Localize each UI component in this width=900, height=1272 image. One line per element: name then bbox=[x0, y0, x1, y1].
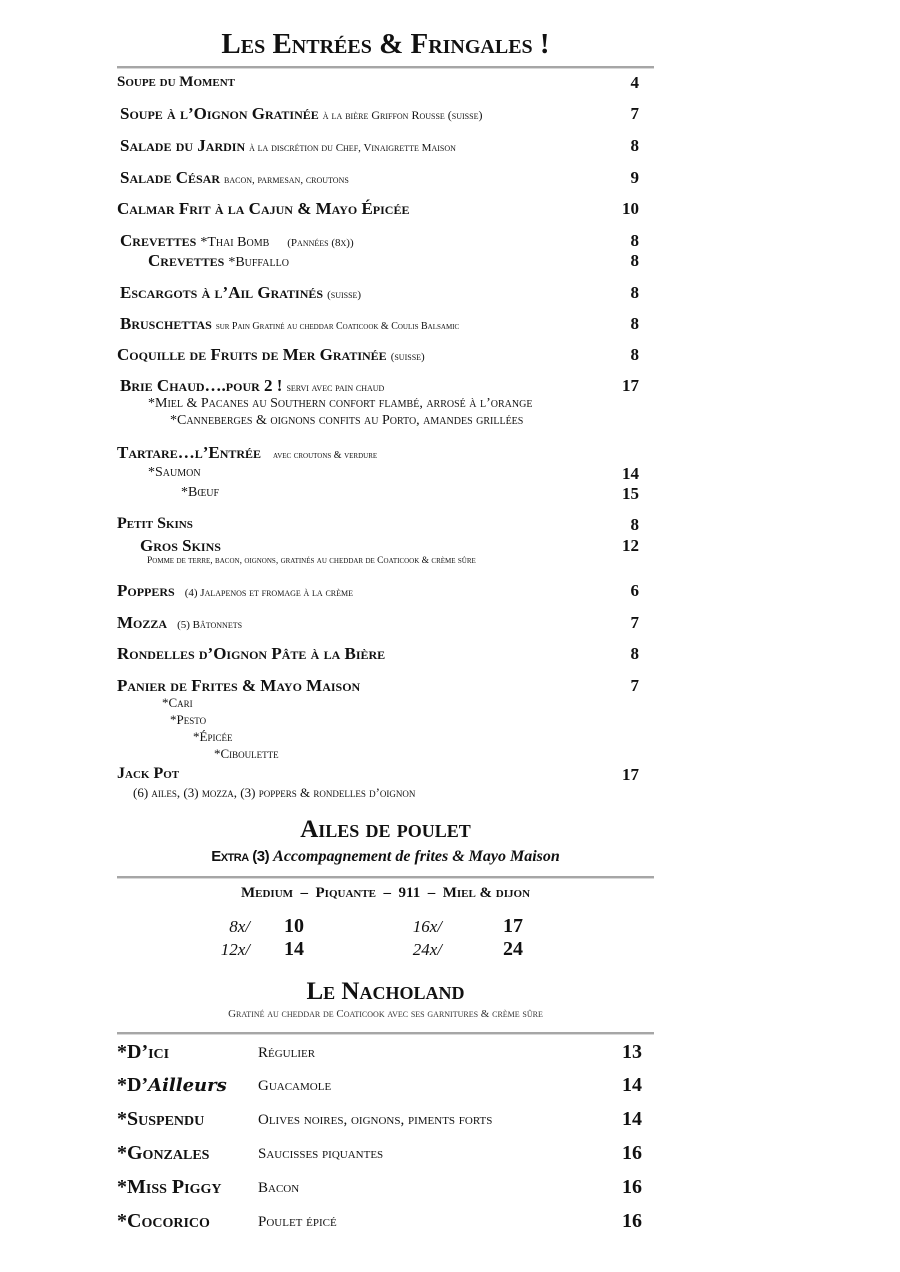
option-price: 14 bbox=[622, 464, 639, 483]
menu-item bbox=[117, 104, 639, 124]
menu-item bbox=[117, 613, 639, 633]
item-price: 8 bbox=[630, 136, 639, 155]
item-price: 8 bbox=[630, 314, 639, 333]
wings-extra-line bbox=[117, 848, 654, 866]
item-option bbox=[117, 484, 639, 504]
item-description: Régulier bbox=[258, 1045, 316, 1061]
option-price: 15 bbox=[622, 484, 639, 503]
item-name: Panier de Frites & Mayo Maison bbox=[117, 676, 361, 695]
wing-size-price: 24 bbox=[503, 938, 523, 960]
name-prefix: *D’ bbox=[117, 1074, 149, 1096]
item-price: 8 bbox=[630, 644, 639, 663]
menu-item bbox=[117, 581, 639, 601]
item-price: 7 bbox=[630, 676, 639, 695]
item-variant: *Thai Bomb bbox=[200, 235, 270, 250]
item-name: Petit Skins bbox=[117, 515, 193, 532]
item-option: *Canneberges & oignons confits au Porto, amandes grillées bbox=[170, 413, 524, 428]
item-name: Rondelles d’Oignon Pâte à la Bière bbox=[117, 644, 386, 663]
item-name: Brie Chaud….pour 2 ! bbox=[120, 376, 283, 395]
nacholand-subtitle: Gratiné au cheddar de Coaticook avec ses garnitures & crème sûre bbox=[228, 1008, 543, 1020]
item-price: 16 bbox=[622, 1176, 642, 1198]
menu-item bbox=[117, 136, 639, 156]
item-description: Olives noires, oignons, piments forts bbox=[258, 1112, 493, 1128]
wing-size-label: 16x/ bbox=[412, 917, 442, 936]
item-name: Coquille de Fruits de Mer Gratinée bbox=[117, 345, 387, 364]
section-divider bbox=[117, 876, 654, 879]
menu-item bbox=[117, 644, 639, 664]
item-name: Mozza bbox=[117, 613, 168, 632]
item-option: *Cari bbox=[162, 695, 193, 710]
item-description: Bacon bbox=[258, 1180, 300, 1196]
item-name: Jack Pot bbox=[117, 765, 180, 782]
item-description: sur Pain Gratiné au cheddar Coaticook & Coulis Balsamic bbox=[215, 321, 460, 332]
menu-item bbox=[117, 251, 639, 271]
item-description: (5) Bâtonnets bbox=[177, 619, 243, 631]
item-name: *Cocorico bbox=[117, 1210, 210, 1232]
item-description: Guacamole bbox=[258, 1078, 332, 1094]
section-divider bbox=[117, 1032, 654, 1035]
wings-title: Ailes de poulet bbox=[300, 816, 471, 843]
item-description: (4) Jalapenos et fromage à la crème bbox=[184, 587, 354, 599]
wings-flavors: Medium – Piquante – 911 – Miel & dijon bbox=[240, 885, 531, 901]
item-option: *Épicée bbox=[193, 729, 233, 744]
entrees-title: Les Entrées & Fringales ! bbox=[221, 28, 550, 60]
option-label: *Saumon bbox=[148, 465, 201, 480]
item-price: 7 bbox=[630, 613, 639, 632]
item-description: (suisse) bbox=[327, 289, 362, 301]
menu-item bbox=[117, 443, 639, 463]
extra-label: Extra (3) bbox=[211, 848, 270, 865]
item-price: 10 bbox=[622, 199, 639, 218]
item-price: 14 bbox=[622, 1074, 642, 1096]
menu-item bbox=[117, 73, 639, 93]
item-name: Escargots à l’Ail Gratinés bbox=[120, 283, 324, 302]
item-name bbox=[117, 1074, 227, 1097]
item-price: 8 bbox=[630, 345, 639, 364]
item-price: 6 bbox=[630, 581, 639, 600]
item-name: *Suspendu bbox=[117, 1108, 205, 1130]
item-description: (Pannées (8x)) bbox=[287, 237, 354, 249]
item-option: *Pesto bbox=[170, 712, 207, 727]
menu-item bbox=[117, 199, 639, 219]
item-name: Poppers bbox=[117, 581, 175, 600]
menu-item bbox=[117, 345, 639, 365]
item-option: *Ciboulette bbox=[214, 746, 279, 761]
item-description: Saucisses piquantes bbox=[258, 1146, 384, 1162]
menu-item bbox=[117, 536, 639, 556]
item-description: servi avec pain chaud bbox=[286, 382, 385, 394]
option-label: *Bœuf bbox=[181, 485, 220, 500]
item-price: 4 bbox=[630, 73, 639, 92]
wing-size-label: 8x/ bbox=[229, 917, 250, 936]
item-price: 17 bbox=[622, 376, 639, 395]
item-description: (suisse) bbox=[390, 351, 425, 363]
item-price: 17 bbox=[622, 765, 639, 784]
section-divider bbox=[117, 66, 654, 69]
item-description: à la bière Griffon Rousse (suisse) bbox=[322, 108, 483, 122]
item-variant: *Buffallo bbox=[228, 255, 289, 270]
menu-item bbox=[117, 376, 639, 396]
extra-text: Accompagnement de frites & Mayo Maison bbox=[273, 848, 560, 865]
item-description: (6) ailes, (3) mozza, (3) poppers & rondelles d’oignon bbox=[133, 785, 416, 800]
item-description: Poulet épicé bbox=[258, 1214, 337, 1230]
wing-size-price: 14 bbox=[284, 938, 304, 960]
item-price: 7 bbox=[630, 104, 639, 123]
menu-item bbox=[117, 314, 639, 334]
name-script: Ailleurs bbox=[148, 1075, 227, 1096]
item-name: Salade du Jardin bbox=[120, 136, 246, 155]
item-price: 14 bbox=[622, 1108, 642, 1130]
item-name: Soupe du Moment bbox=[117, 74, 235, 90]
menu-item bbox=[117, 168, 639, 188]
menu-item bbox=[117, 283, 639, 303]
wing-size-label: 24x/ bbox=[412, 940, 442, 959]
item-price: 9 bbox=[630, 168, 639, 187]
item-name: Bruschettas bbox=[120, 314, 212, 333]
item-name: Calmar Frit à la Cajun & Mayo Épicée bbox=[117, 199, 410, 218]
item-price: 8 bbox=[630, 283, 639, 302]
item-option bbox=[117, 464, 639, 484]
item-name: Salade César bbox=[120, 168, 220, 187]
item-description: à la discrétion du Chef, Vinaigrette Maison bbox=[249, 142, 456, 154]
item-price: 8 bbox=[630, 515, 639, 534]
item-option: *Miel & Pacanes au Southern confort flambé, arrosé à l’orange bbox=[148, 396, 533, 411]
item-name: Crevettes bbox=[120, 231, 197, 250]
item-description: Pomme de terre, bacon, oignons, gratinés au cheddar de Coaticook & crème sûre bbox=[147, 556, 476, 566]
item-price: 16 bbox=[622, 1210, 642, 1232]
menu-item bbox=[117, 765, 639, 785]
item-name: *Gonzales bbox=[117, 1142, 210, 1164]
item-price: 8 bbox=[630, 251, 639, 270]
item-name: *Miss Piggy bbox=[117, 1176, 222, 1198]
item-name: Tartare…l’Entrée bbox=[117, 443, 262, 462]
item-price: 12 bbox=[622, 536, 639, 555]
item-name: Gros Skins bbox=[140, 536, 221, 555]
item-description: bacon, parmesan, croutons bbox=[224, 174, 349, 186]
wing-size-label: 12x/ bbox=[220, 940, 250, 959]
nacholand-title: Le Nacholand bbox=[306, 978, 465, 1005]
item-name: *D’ici bbox=[117, 1041, 170, 1063]
item-price: 13 bbox=[622, 1041, 642, 1063]
item-price: 8 bbox=[630, 231, 639, 250]
item-price: 16 bbox=[622, 1142, 642, 1164]
item-description: avec croutons & verdure bbox=[273, 450, 378, 461]
item-name: Crevettes bbox=[148, 251, 225, 270]
wing-size-price: 17 bbox=[503, 915, 523, 937]
wing-size-price: 10 bbox=[284, 915, 304, 937]
menu-item bbox=[117, 676, 639, 696]
item-name: Soupe à l’Oignon Gratinée bbox=[120, 104, 319, 123]
menu-item bbox=[117, 515, 639, 535]
menu-item bbox=[117, 231, 639, 251]
